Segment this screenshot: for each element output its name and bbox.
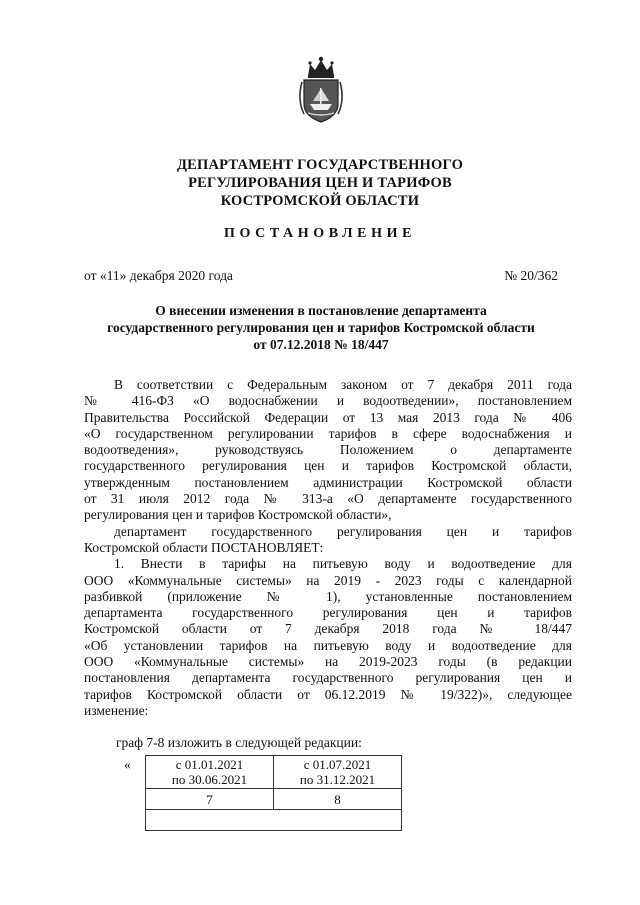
quote-mark: « — [124, 757, 131, 772]
department-name — [0, 156, 640, 210]
body-line: от 31 июля 2012 года № 313-а «О департаменте государственного — [84, 491, 572, 507]
body-line: постановления департамента государственного регулирования цен и — [84, 670, 572, 686]
col7-header-line-2: по 30.06.2021 — [171, 772, 248, 787]
body-line: тарифов Костромской области от 06.12.2019 № 19/322)», следующее — [84, 686, 572, 702]
doc-type-title: ПОСТАНОВЛЕНИЕ — [223, 226, 417, 241]
body-line: ООО «Коммунальные системы» на 2019 - 2023 годы с календарной — [84, 572, 572, 588]
table-row — [146, 789, 402, 810]
body-line: изменение: — [84, 702, 149, 718]
col7-header-line-1: с 01.01.2021 — [175, 757, 244, 772]
body-line: № 416-ФЗ «О водоснабжении и водоотведении», постановлением — [84, 393, 572, 409]
body-line: разбивкой (приложение № 1), установленные постановлением — [84, 588, 572, 604]
date-line — [84, 268, 558, 284]
table-row — [146, 810, 402, 831]
body-line: департамента государственного регулирования цен и тарифов — [84, 605, 572, 621]
tariff-table — [145, 755, 402, 831]
coat-of-arms-icon — [296, 54, 346, 126]
body-line: утвержденным постановлением администрации Костромской области — [84, 474, 572, 490]
body-line: «Об установлении тарифов на питьевую воду и водоотведение для — [84, 637, 572, 653]
subject-line-3: от 07.12.2018 № 18/447 — [253, 337, 389, 352]
body-line: государственного регулирования цен и тарифов Костромской области, — [84, 458, 572, 474]
body-line: департамент государственного регулирования цен и тарифов — [114, 523, 572, 539]
body-line: «О государственном регулировании тарифов в сфере водоснабжения и — [84, 425, 572, 441]
body-line: водоотведения», руководствуясь Положением о департаменте — [84, 442, 572, 458]
doc-number: № 20/362 — [504, 268, 558, 283]
col8-number: 8 — [274, 789, 402, 810]
body-line: ООО «Коммунальные системы» на 2019-2023 годы (в редакции — [84, 654, 572, 670]
doc-subject — [84, 302, 558, 353]
subject-line-2: государственного регулирования цен и тарифов Костромской области — [107, 320, 535, 335]
doc-date: от «11» декабря 2020 года — [84, 268, 233, 283]
body-line: Костромской области от 7 декабря 2018 года № 18/447 — [84, 621, 572, 637]
col8-header-line-2: по 31.12.2021 — [299, 772, 376, 787]
table-row — [146, 756, 402, 789]
body-line: В соответствии с Федеральным законом от 7 декабря 2011 года — [114, 377, 572, 392]
col7-header — [146, 756, 274, 789]
subject-line-1: О внесении изменения в постановление департамента — [155, 303, 487, 318]
body-line: Костромской области ПОСТАНОВЛЯЕТ: — [84, 539, 324, 555]
empty-cell — [146, 810, 402, 831]
body-line: Правительства Российской Федерации от 13 мая 2013 года № 406 — [84, 409, 572, 425]
col8-header-line-1: с 01.07.2021 — [303, 757, 372, 772]
col7-number: 7 — [146, 789, 274, 810]
department-line-1: ДЕПАРТАМЕНТ ГОСУДАРСТВЕННОГО — [176, 157, 464, 173]
doc-body — [84, 377, 572, 719]
body-line: регулирования цен и тарифов Костромской области», — [84, 507, 392, 523]
department-line-2: РЕГУЛИРОВАНИЯ ЦЕН И ТАРИФОВ — [188, 175, 452, 191]
department-line-3: КОСТРОМСКОЙ ОБЛАСТИ — [220, 193, 420, 209]
graph-instruction: граф 7-8 изложить в следующей редакции: — [116, 735, 362, 750]
body-line: 1. Внести в тарифы на питьевую воду и водоотведение для — [114, 556, 572, 572]
col8-header — [274, 756, 402, 789]
